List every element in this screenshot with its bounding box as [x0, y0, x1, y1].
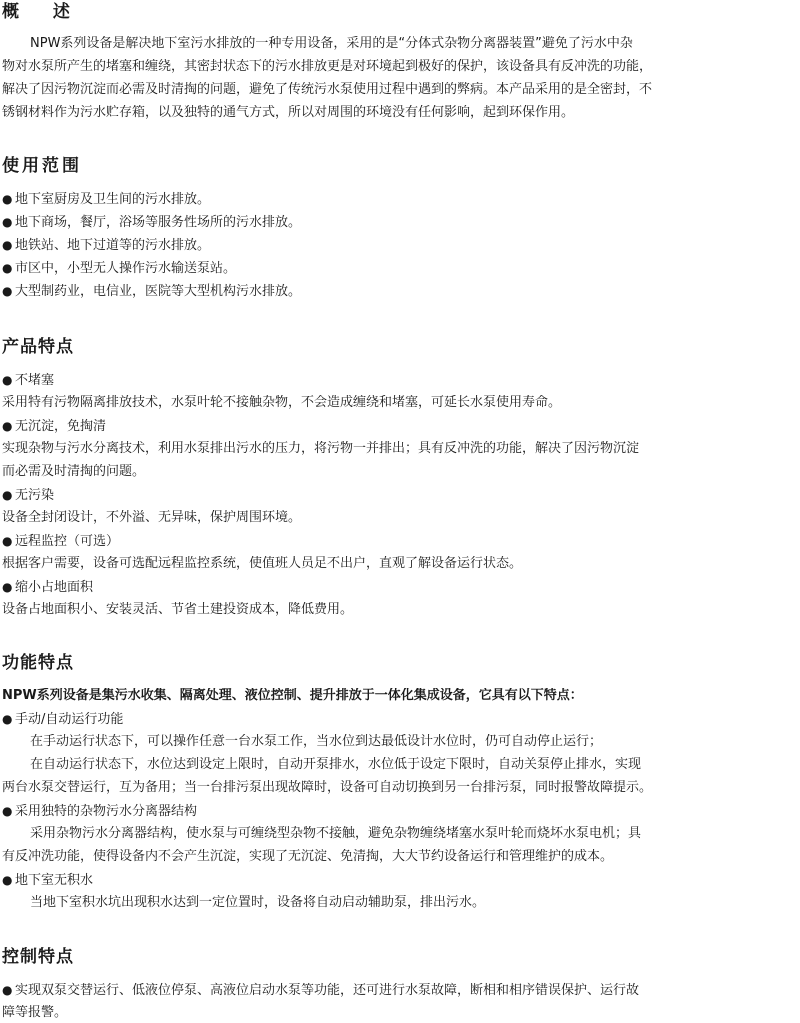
product-feature-head: ● 不堵塞	[2, 373, 55, 388]
function-feature-head: ● 地下室无积水	[2, 873, 94, 888]
function-feature-head: ● 手动/自动运行功能	[2, 712, 124, 727]
control-feature-text: ● 实现双泵交替运行、低液位停泵、高液位启动水泵等功能，还可进行水泵故障，断相和相序错误保护、运行故	[2, 983, 640, 998]
bullet-icon: ●	[2, 488, 13, 502]
bullet-icon: ●	[2, 284, 13, 298]
product-feature-text: 根据客户需要，设备可选配远程监控系统，使值班人员足不出户，直观了解设备运行状态。	[2, 556, 523, 571]
product-feature-text: 而必需及时清掏的问题。	[2, 464, 146, 479]
function-features-title: 功能特点	[2, 653, 74, 673]
function-feature-text: 在自动运行状态下，水位达到设定上限时，自动开泵排水，水位低于设定下限时，自动关泵停止排水，实现	[30, 757, 642, 772]
scope-item: ● 地下室厨房及卫生间的污水排放。	[2, 192, 211, 207]
bullet-icon: ●	[2, 215, 13, 229]
function-feature-text: 两台水泵交替运行，互为备用；当一台排污泵出现故障时，设备可自动切换到另一台排污泵，同时报警故障提示。	[2, 780, 653, 795]
function-feature-text: 有反冲洗功能，使得设备内不会产生沉淀，实现了无沉淀、免清掏，大大节约设备运行和管理维护的成本。	[2, 849, 614, 864]
product-feature-text: 实现杂物与污水分离技术，利用水泵排出污水的压力，将污物一并排出；具有反冲洗的功能，解决了因污物沉淀	[2, 441, 640, 456]
function-feature-head: ● 采用独特的杂物污水分离器结构	[2, 804, 198, 819]
function-feature-text: 当地下室积水坑出现积水达到一定位置时，设备将自动启动辅助泵，排出污水。	[30, 895, 486, 910]
bullet-icon: ●	[2, 873, 13, 887]
product-feature-text: 采用特有污物隔离排放技术，水泵叶轮不接触杂物，不会造成缠绕和堵塞，可延长水泵使用寿命。	[2, 395, 562, 410]
bullet-icon: ●	[2, 192, 13, 206]
bullet-icon: ●	[2, 804, 13, 818]
bullet-icon: ●	[2, 983, 13, 997]
function-feature-text: 在手动运行状态下，可以操作任意一台水泵工作，当水位到达最低设计水位时，仍可自动停止运行；	[30, 734, 603, 749]
bullet-icon: ●	[2, 534, 13, 548]
scope-item: ● 地下商场，餐厅，浴场等服务性场所的污水排放。	[2, 215, 302, 230]
overview-line-4: 锈钢材料作为污水贮存箱，以及独特的通气方式，所以对周围的环境没有任何影响，起到环保作用。	[2, 105, 575, 120]
function-feature-text: 采用杂物污水分离器结构，使水泵与可缠绕型杂物不接触，避免杂物缠绕堵塞水泵叶轮而烧坏水泵电机；具	[30, 826, 642, 841]
product-feature-text: 设备全封闭设计，不外溢、无异味，保护周围环境。	[2, 510, 302, 525]
product-feature-head: ● 无沉淀，免掏清	[2, 419, 107, 434]
overview-line-1: NPW系列设备是解决地下室污水排放的一种专用设备，采用的是“分体式杂物分离器装置”避免了污水中杂	[30, 36, 633, 51]
bullet-icon: ●	[2, 238, 13, 252]
control-feature-text: 障等报警。	[2, 1005, 68, 1020]
scope-item: ● 大型制药业，电信业，医院等大型机构污水排放。	[2, 284, 302, 299]
bullet-icon: ●	[2, 419, 13, 433]
control-features-title: 控制特点	[2, 947, 74, 967]
bullet-icon: ●	[2, 261, 13, 275]
product-features-title: 产品特点	[2, 337, 74, 357]
product-feature-head: ● 无污染	[2, 488, 55, 503]
overview-title: 概 述	[2, 2, 84, 22]
product-feature-head: ● 远程监控（可选）	[2, 534, 120, 549]
overview-line-3: 解决了因污物沉淀而必需及时清掏的问题，避免了传统污水泵使用过程中遇到的弊病。本产品采用的是全密封，不	[2, 82, 653, 97]
bullet-icon: ●	[2, 712, 13, 726]
scope-item: ● 地铁站、地下过道等的污水排放。	[2, 238, 211, 253]
product-feature-head: ● 缩小占地面积	[2, 580, 94, 595]
scope-title: 使用范围	[2, 156, 82, 176]
bullet-icon: ●	[2, 580, 13, 594]
scope-item: ● 市区中，小型无人操作污水输送泵站。	[2, 261, 237, 276]
overview-line-2: 物对水泵所产生的堵塞和缠绕，其密封状态下的污水排放更是对环境起到极好的保护，该设备具有反冲洗的功能，	[2, 59, 653, 74]
function-features-intro: NPW系列设备是集污水收集、隔离处理、液位控制、提升排放于一体化集成设备，它具有以下特点：	[2, 688, 583, 703]
bullet-icon: ●	[2, 373, 13, 387]
product-feature-text: 设备占地面积小、安装灵活、节省土建投资成本，降低费用。	[2, 602, 354, 617]
